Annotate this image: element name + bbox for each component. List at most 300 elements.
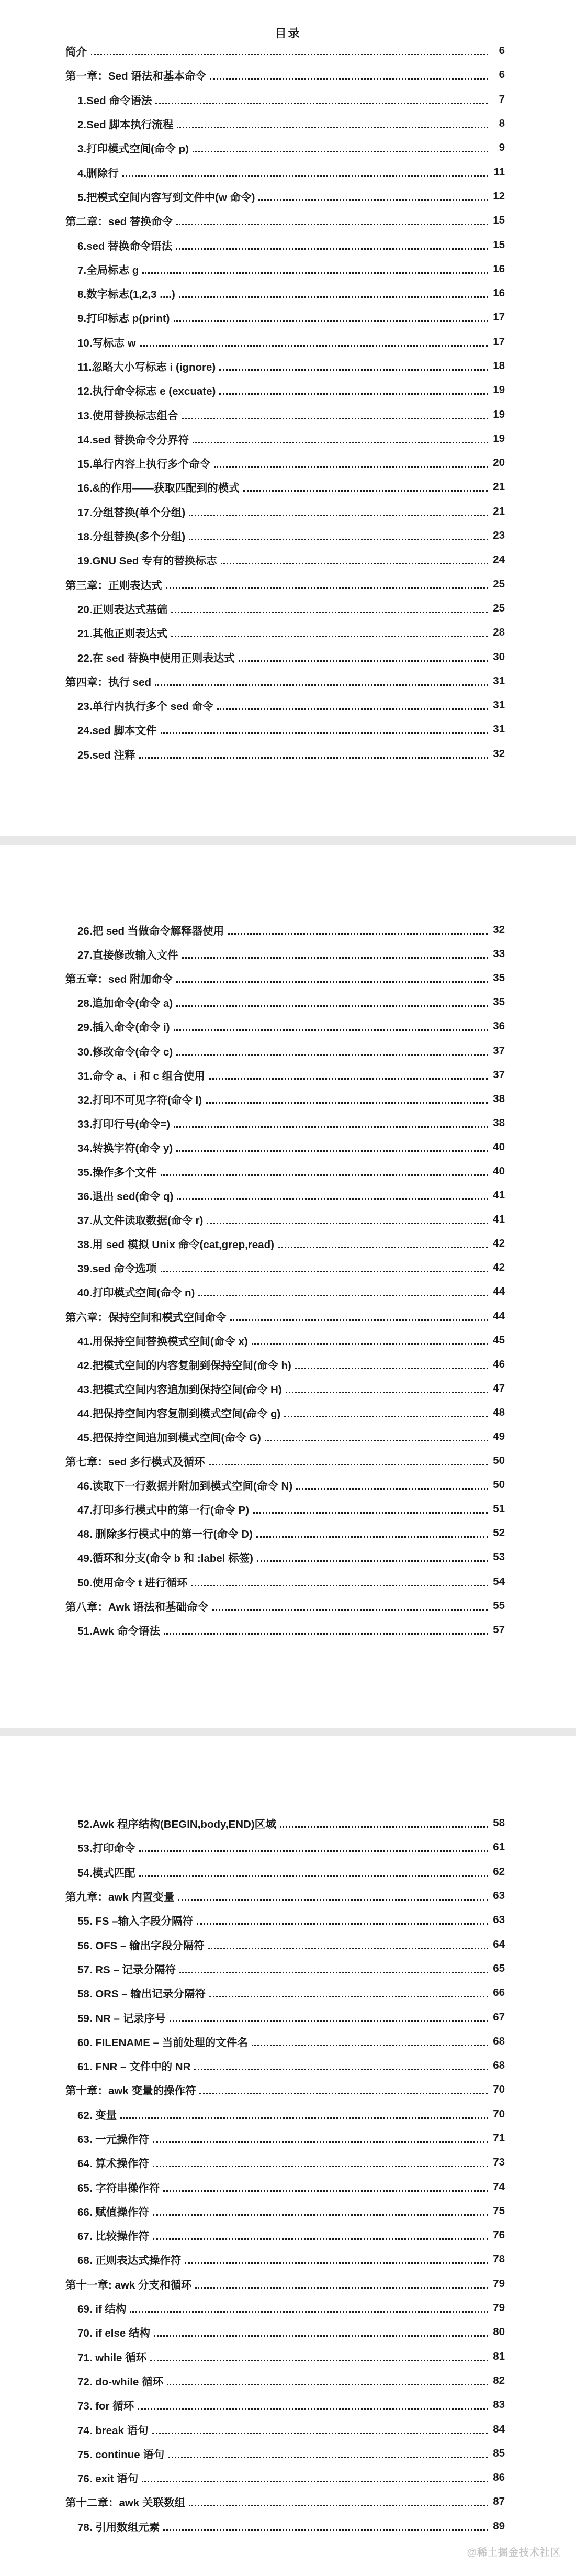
toc-entry-label: 40.打印模式空间(命令 n) xyxy=(77,1287,195,1300)
toc-entry-label: 66. 赋值操作符 xyxy=(77,2206,149,2218)
toc-entry-label: 19.GNU Sed 专有的替换标志 xyxy=(77,555,217,568)
toc-entry[interactable] xyxy=(0,2126,576,2150)
dot-leader xyxy=(91,53,488,55)
dot-leader xyxy=(179,1971,488,1973)
dot-leader xyxy=(189,538,488,540)
toc-entry-page: 78 xyxy=(493,2253,505,2266)
toc-entry[interactable] xyxy=(0,1256,576,1280)
toc-entry[interactable] xyxy=(0,330,576,354)
toc-entry-page: 41 xyxy=(493,1213,505,1226)
toc-entry[interactable] xyxy=(0,572,576,596)
toc-entry[interactable] xyxy=(0,2490,576,2514)
toc-entry-page: 44 xyxy=(493,1285,505,1298)
toc-entry-label: 55. FS –输入字段分隔符 xyxy=(77,1915,193,1928)
dot-leader xyxy=(176,1005,488,1007)
dot-leader xyxy=(209,1995,488,1997)
toc-entry-page: 12 xyxy=(493,190,505,202)
toc-entry-page: 38 xyxy=(493,1092,505,1105)
toc-entry-page: 19 xyxy=(493,408,505,420)
toc-entry-label: 11.忽略大小写标志 i (ignore) xyxy=(77,361,216,373)
toc-entry-label: 58. ORS – 输出记录分隔符 xyxy=(77,1988,206,2001)
dot-leader xyxy=(176,223,488,225)
toc-entry[interactable] xyxy=(0,232,576,257)
dot-leader xyxy=(171,635,488,637)
toc-entry-page: 49 xyxy=(493,1430,505,1443)
toc-entry-page: 79 xyxy=(493,2277,505,2290)
toc-entry[interactable] xyxy=(0,645,576,669)
toc-entry[interactable] xyxy=(0,942,576,966)
toc-entry[interactable] xyxy=(0,990,576,1014)
toc-entry-page: 65 xyxy=(493,1962,505,1974)
toc-entry-label: 29.插入命令(命令 i) xyxy=(77,1021,170,1034)
toc-entry-page: 57 xyxy=(493,1623,505,1636)
dot-leader xyxy=(296,1487,488,1490)
toc-entry-page: 58 xyxy=(493,1817,505,1829)
toc-entry-label: 70. if else 结构 xyxy=(77,2327,151,2340)
toc-entry[interactable] xyxy=(0,1014,576,1038)
toc-entry-label: 14.sed 替换命令分界符 xyxy=(77,434,189,446)
toc-entry-label: 45.把保持空间追加到模式空间(命令 G) xyxy=(77,1432,261,1445)
toc-entry-page: 79 xyxy=(493,2302,505,2314)
dot-leader xyxy=(171,611,488,613)
toc-entry-label: 7.全局标志 g xyxy=(77,264,139,276)
dot-leader xyxy=(155,684,488,686)
toc-entry-label: 37.从文件读取数据(命令 r) xyxy=(77,1215,204,1227)
toc-entry[interactable] xyxy=(0,693,576,717)
toc-entry-page: 19 xyxy=(493,432,505,445)
toc-entry-page: 25 xyxy=(493,602,505,614)
toc-entry-label: 65. 字符串操作符 xyxy=(77,2182,160,2194)
toc-entry-page: 32 xyxy=(493,924,505,936)
toc-entry[interactable] xyxy=(0,1811,576,1835)
toc-entry[interactable] xyxy=(0,2078,576,2102)
toc-entry[interactable] xyxy=(0,1401,576,1425)
dot-leader xyxy=(239,660,488,662)
toc-entry-label: 6.sed 替换命令语法 xyxy=(77,240,173,252)
toc-entry-label: 47.打印多行模式中的第一行(命令 P) xyxy=(77,1504,250,1517)
toc-entry[interactable] xyxy=(0,427,576,451)
dot-leader xyxy=(163,2190,488,2192)
toc-entry[interactable] xyxy=(0,1545,576,1569)
dot-leader xyxy=(189,2504,488,2506)
dot-leader xyxy=(194,2068,488,2070)
toc-entry[interactable] xyxy=(0,2223,576,2247)
toc-entry-page: 48 xyxy=(493,1406,505,1418)
toc-entry-page: 8 xyxy=(499,117,505,130)
toc-entry-page: 33 xyxy=(493,948,505,960)
toc-entry[interactable] xyxy=(0,1473,576,1497)
dot-leader xyxy=(153,2141,488,2143)
toc-entry-page: 17 xyxy=(493,335,505,348)
toc-entry-label: 20.正则表达式基础 xyxy=(77,603,167,616)
toc-entry[interactable] xyxy=(0,1280,576,1304)
toc-entry-page: 50 xyxy=(493,1454,505,1467)
toc-entry[interactable] xyxy=(0,524,576,548)
dot-leader xyxy=(195,2286,488,2289)
toc-entry[interactable] xyxy=(0,87,576,112)
toc-entry-page: 15 xyxy=(493,214,505,227)
toc-entry-page: 6 xyxy=(499,69,505,81)
toc-entry[interactable] xyxy=(0,160,576,184)
toc-entry-label: 69. if 结构 xyxy=(77,2303,127,2316)
dot-leader xyxy=(286,1391,488,1393)
toc-entry-page: 9 xyxy=(499,141,505,154)
toc-entry-page: 31 xyxy=(493,723,505,736)
toc-entry[interactable] xyxy=(0,1884,576,1908)
toc-entry-page: 16 xyxy=(493,262,505,275)
toc-entry[interactable] xyxy=(0,208,576,232)
toc-entry[interactable] xyxy=(0,305,576,329)
toc-entry-label: 36.退出 sed(命令 q) xyxy=(77,1191,174,1203)
toc-entry-page: 31 xyxy=(493,674,505,687)
toc-entry[interactable] xyxy=(0,112,576,136)
toc-entry-label: 9.打印标志 p(print) xyxy=(77,313,170,325)
toc-entry[interactable] xyxy=(0,2174,576,2199)
dot-leader xyxy=(166,587,489,589)
toc-entry[interactable] xyxy=(0,620,576,645)
toc-entry-label: 59. NR – 记录序号 xyxy=(77,2012,166,2025)
dot-leader xyxy=(219,369,488,371)
toc-entry-label: 第三章：正则表达式 xyxy=(65,579,162,592)
dot-leader xyxy=(243,490,488,492)
toc-entry-page: 42 xyxy=(493,1261,505,1274)
dot-leader xyxy=(176,981,488,983)
toc-entry-label: 41.用保持空间替换模式空间(命令 x) xyxy=(77,1335,248,1348)
dot-leader xyxy=(210,77,488,80)
toc-entry[interactable] xyxy=(0,2393,576,2417)
toc-entry[interactable] xyxy=(0,1063,576,1087)
dot-leader xyxy=(295,1367,488,1369)
dot-leader xyxy=(256,1536,488,1538)
toc-entry[interactable] xyxy=(0,2272,576,2296)
toc-entry-label: 第十二章：awk 关联数组 xyxy=(65,2497,185,2510)
toc-entry-label: 23.单行内执行多个 sed 命令 xyxy=(77,701,213,713)
toc-entry-page: 53 xyxy=(493,1551,505,1563)
toc-entry[interactable] xyxy=(0,499,576,524)
toc-entry-label: 15.单行内容上执行多个命令 xyxy=(77,458,210,471)
toc-entry-page: 40 xyxy=(493,1164,505,1177)
toc-entry-label: 32.打印不可见字符(命令 l) xyxy=(77,1094,202,1106)
toc-entry-label: 73. for 循环 xyxy=(77,2400,134,2413)
toc-entry-label: 第五章：sed 附加命令 xyxy=(65,973,173,986)
toc-entry[interactable] xyxy=(0,136,576,160)
toc-entry-page: 46 xyxy=(493,1358,505,1370)
toc-entry-label: 34.转换字符(命令 y) xyxy=(77,1142,173,1154)
toc-entry-page: 68 xyxy=(493,2035,505,2047)
toc-entry[interactable] xyxy=(0,1159,576,1183)
toc-entry[interactable] xyxy=(0,184,576,208)
toc-entry-label: 44.把保持空间内容复制到模式空间(命令 g) xyxy=(77,1407,281,1420)
toc-entry[interactable] xyxy=(0,451,576,475)
dot-leader xyxy=(161,1270,488,1272)
dot-leader xyxy=(199,2092,488,2094)
toc-entry[interactable] xyxy=(0,1425,576,1449)
toc-entry-page: 62 xyxy=(493,1865,505,1878)
dot-leader xyxy=(153,2165,488,2167)
dot-leader xyxy=(176,1053,488,1056)
toc-entry-label: 63. 一元操作符 xyxy=(77,2134,149,2146)
toc-entry-label: 17.分组替换(单个分组) xyxy=(77,506,186,519)
toc-entry-page: 30 xyxy=(493,650,505,663)
page-separator xyxy=(0,1728,576,1736)
toc-entry-page: 11 xyxy=(493,165,505,178)
dot-leader xyxy=(185,2262,488,2264)
toc-entry[interactable] xyxy=(0,2005,576,2029)
toc-entry[interactable] xyxy=(0,2514,576,2538)
toc-entry[interactable] xyxy=(0,2247,576,2271)
dot-leader xyxy=(176,248,488,250)
toc-entry[interactable] xyxy=(0,2320,576,2344)
toc-entry[interactable] xyxy=(0,1497,576,1521)
dot-leader xyxy=(139,1874,489,1877)
dot-leader xyxy=(257,1560,488,1562)
toc-entry[interactable] xyxy=(0,2441,576,2466)
toc-entry-page: 15 xyxy=(493,238,505,251)
toc-entry-label: 49.循环和分支(命令 b 和 :label 标签) xyxy=(77,1552,253,1565)
toc-entry-label: 第十章：awk 变量的操作符 xyxy=(65,2085,196,2097)
toc-entry-page: 17 xyxy=(493,311,505,324)
toc-entry-label: 61. FNR – 文件中的 NR xyxy=(77,2061,191,2073)
toc-entry[interactable] xyxy=(0,63,576,87)
toc-entry[interactable] xyxy=(0,1352,576,1376)
toc-entry-label: 3.打印模式空间(命令 p) xyxy=(77,143,189,156)
toc-entry[interactable] xyxy=(0,2199,576,2223)
toc-entry-label: 31.命令 a、i 和 c 组合使用 xyxy=(77,1070,205,1082)
toc-entry-page: 80 xyxy=(493,2326,505,2338)
toc-entry[interactable] xyxy=(0,2417,576,2441)
toc-entry[interactable] xyxy=(0,669,576,693)
toc-entry[interactable] xyxy=(0,475,576,499)
toc-entry-page: 7 xyxy=(499,93,505,105)
dot-leader xyxy=(278,1246,488,1248)
toc-entry-page: 66 xyxy=(493,1986,505,1999)
toc-entry-page: 25 xyxy=(493,578,505,590)
toc-entry-label: 57. RS – 记录分隔符 xyxy=(77,1963,176,1976)
toc-entry[interactable] xyxy=(0,548,576,572)
toc-entry[interactable] xyxy=(0,2369,576,2393)
toc-entry[interactable] xyxy=(0,1449,576,1473)
dot-leader xyxy=(177,1198,488,1200)
dot-leader xyxy=(214,465,488,468)
dot-leader xyxy=(174,1126,488,1128)
toc-entry-label: 42.把模式空间的内容复制到保持空间(命令 h) xyxy=(77,1359,291,1372)
dot-leader xyxy=(178,1898,488,1901)
toc-entry[interactable] xyxy=(0,2345,576,2369)
toc-entry-label: 56. OFS – 输出字段分隔符 xyxy=(77,1939,205,1952)
toc-entry[interactable] xyxy=(0,1618,576,1642)
dot-leader xyxy=(228,932,488,935)
dot-leader xyxy=(138,2407,488,2410)
toc-entry[interactable] xyxy=(0,1087,576,1111)
dot-leader xyxy=(176,1150,488,1152)
toc-entry-label: 第一章：Sed 语法和基本命令 xyxy=(65,70,206,83)
toc-entry[interactable] xyxy=(0,2102,576,2126)
toc-entry-page: 86 xyxy=(493,2471,505,2484)
toc-title: 目录 xyxy=(275,27,301,40)
dot-leader xyxy=(207,1222,488,1224)
dot-leader xyxy=(142,2480,488,2482)
toc-entry[interactable] xyxy=(0,1111,576,1135)
toc-entry[interactable] xyxy=(0,1231,576,1256)
toc-entry-page: 76 xyxy=(493,2229,505,2241)
toc-entry-page: 73 xyxy=(493,2156,505,2169)
toc-entry-label: 1.Sed 命令语法 xyxy=(77,94,152,107)
toc-entry-page: 89 xyxy=(493,2519,505,2532)
toc-entry-page: 67 xyxy=(493,2011,505,2023)
toc-entry[interactable] xyxy=(0,1594,576,1618)
dot-leader xyxy=(120,2117,488,2119)
toc-entry[interactable] xyxy=(0,966,576,990)
toc-entry-label: 12.执行命令标志 e (excuate) xyxy=(77,385,216,398)
dot-leader xyxy=(177,126,488,128)
toc-entry[interactable] xyxy=(0,1038,576,1062)
toc-entry-label: 27.直接修改输入文件 xyxy=(77,949,178,962)
toc-entry-label: 28.追加命令(命令 a) xyxy=(77,997,173,1010)
toc-entry[interactable] xyxy=(0,281,576,305)
dot-leader xyxy=(193,150,488,152)
toc-entry[interactable] xyxy=(0,1376,576,1401)
toc-entry-page: 50 xyxy=(493,1479,505,1491)
page-2 xyxy=(0,845,576,1728)
dot-leader xyxy=(179,296,488,298)
toc-entry-label: 53.打印命令 xyxy=(77,1842,135,1855)
toc-entry[interactable] xyxy=(0,1207,576,1231)
toc-entry[interactable] xyxy=(0,1908,576,1932)
toc-entry[interactable] xyxy=(0,2150,576,2174)
toc-entry[interactable] xyxy=(0,717,576,741)
toc-entry-label: 22.在 sed 替换中使用正则表达式 xyxy=(77,652,235,664)
page-3-entries xyxy=(0,1811,576,2538)
dot-leader xyxy=(219,393,488,395)
dot-leader xyxy=(182,957,489,959)
toc-entry-label: 4.删除行 xyxy=(77,167,119,180)
toc-entry-page: 35 xyxy=(493,972,505,984)
page-1 xyxy=(0,0,576,836)
toc-entry-page: 70 xyxy=(493,2083,505,2096)
toc-entry-page: 82 xyxy=(493,2374,505,2386)
toc-entry[interactable] xyxy=(0,257,576,281)
dot-leader xyxy=(209,1078,488,1080)
toc-entry-label: 50.使用命令 t 进行循环 xyxy=(77,1576,188,1589)
toc-entry-page: 61 xyxy=(493,1841,505,1853)
toc-entry-label: 64. 算术操作符 xyxy=(77,2158,149,2170)
toc-entry-label: 第八章：Awk 语法和基础命令 xyxy=(65,1601,208,1613)
toc-entry-page: 71 xyxy=(493,2132,505,2144)
toc-entry[interactable] xyxy=(0,1135,576,1159)
toc-entry-label: 48. 删除多行模式中的第一行(命令 D) xyxy=(77,1528,253,1541)
toc-entry[interactable] xyxy=(0,2053,576,2078)
toc-entry-label: 2.Sed 脚本执行流程 xyxy=(77,119,174,131)
toc-entry-label: 68. 正则表达式操作符 xyxy=(77,2255,182,2267)
toc-entry-label: 62. 变量 xyxy=(77,2109,117,2122)
toc-entry-label: 35.操作多个文件 xyxy=(77,1166,157,1179)
toc-entry-label: 24.sed 脚本文件 xyxy=(77,725,157,737)
toc-entry[interactable] xyxy=(0,1328,576,1352)
toc-entry[interactable] xyxy=(0,39,576,63)
toc-entry[interactable] xyxy=(0,1304,576,1328)
dot-leader xyxy=(230,1319,489,1321)
toc-entry-label: 8.数字标志(1,2,3 ....) xyxy=(77,288,175,301)
toc-entry-label: 43.把模式空间内容追加到保持空间(命令 H) xyxy=(77,1383,282,1396)
toc-entry-label: 33.打印行号(命令=) xyxy=(77,1118,171,1130)
dot-leader xyxy=(284,1415,488,1417)
toc-entry-page: 41 xyxy=(493,1189,505,1202)
toc-entry[interactable] xyxy=(0,1521,576,1545)
toc-entry-page: 42 xyxy=(493,1237,505,1250)
toc-entry[interactable] xyxy=(0,354,576,378)
toc-entry-page: 20 xyxy=(493,457,505,469)
dot-leader xyxy=(217,708,488,710)
toc-entry[interactable] xyxy=(0,2029,576,2053)
dot-leader xyxy=(198,1294,488,1296)
toc-entry[interactable] xyxy=(0,742,576,766)
dot-leader xyxy=(163,2529,488,2531)
dot-leader xyxy=(253,1512,488,1514)
toc-entry[interactable] xyxy=(0,378,576,402)
dot-leader xyxy=(197,1923,488,1925)
dot-leader xyxy=(209,1463,488,1465)
toc-entry-page: 16 xyxy=(493,287,505,299)
toc-entry[interactable] xyxy=(0,918,576,942)
dot-leader xyxy=(265,1439,488,1441)
toc-entry-page: 40 xyxy=(493,1140,505,1153)
toc-entry[interactable] xyxy=(0,2466,576,2490)
toc-entry-page: 19 xyxy=(493,384,505,396)
dot-leader xyxy=(252,2044,488,2046)
toc-entry-page: 45 xyxy=(493,1334,505,1346)
toc-entry-page: 55 xyxy=(493,1599,505,1612)
toc-entry[interactable] xyxy=(0,1570,576,1594)
dot-leader xyxy=(139,1850,489,1852)
toc-entry-page: 21 xyxy=(493,505,505,517)
toc-entry-label: 25.sed 注释 xyxy=(77,749,135,761)
toc-entry-label: 54.模式匹配 xyxy=(77,1867,135,1879)
toc-entry[interactable] xyxy=(0,596,576,620)
page-3 xyxy=(0,1736,576,2576)
toc-entry[interactable] xyxy=(0,1183,576,1207)
toc-entry[interactable] xyxy=(0,1981,576,2005)
toc-entry-page: 74 xyxy=(493,2180,505,2193)
toc-entry-page: 32 xyxy=(493,747,505,760)
page-2-entries xyxy=(0,918,576,1642)
toc-entry-page: 68 xyxy=(493,2059,505,2072)
dot-leader xyxy=(212,1608,488,1611)
toc-entry[interactable] xyxy=(0,1835,576,1859)
dot-leader xyxy=(154,2335,488,2337)
dot-leader xyxy=(142,272,488,274)
toc-entry[interactable] xyxy=(0,402,576,426)
dot-leader xyxy=(139,757,488,759)
dot-leader xyxy=(193,441,488,443)
toc-entry[interactable] xyxy=(0,1860,576,1884)
toc-entry-label: 18.分组替换(多个分组) xyxy=(77,531,186,543)
toc-entry[interactable] xyxy=(0,1957,576,1981)
toc-entry-label: 第四章：执行 sed xyxy=(65,676,152,689)
page-1-entries xyxy=(0,39,576,766)
toc-entry[interactable] xyxy=(0,1932,576,1956)
dot-leader xyxy=(208,1947,488,1949)
toc-entry-page: 51 xyxy=(493,1503,505,1515)
toc-entry-label: 78. 引用数组元素 xyxy=(77,2521,160,2534)
dot-leader xyxy=(191,1584,488,1586)
toc-entry-label: 16.&的作用——获取匹配到的模式 xyxy=(77,482,240,495)
toc-entry-page: 47 xyxy=(493,1382,505,1394)
dot-leader xyxy=(252,1343,488,1345)
dot-leader xyxy=(155,102,488,104)
toc-entry-page: 52 xyxy=(493,1527,505,1539)
toc-entry[interactable] xyxy=(0,2296,576,2320)
toc-entry-page: 37 xyxy=(493,1044,505,1057)
